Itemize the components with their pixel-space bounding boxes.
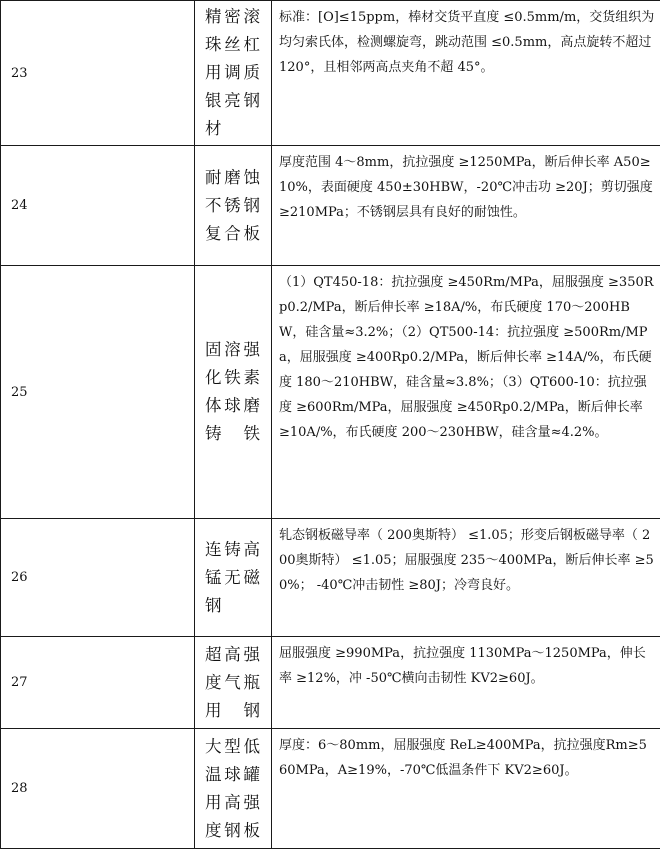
material-name: 精密滚珠丝杠用调质银亮钢材 — [195, 1, 272, 146]
row-number: 26 — [1, 519, 195, 637]
table-row — [1, 146, 660, 266]
row-number: 25 — [1, 266, 195, 519]
table-row — [1, 1, 660, 146]
material-name: 超高强度气瓶用钢 — [195, 637, 272, 729]
material-requirements: 轧态钢板磁导率（ 200奥斯特） ≤1.05；形变后钢板磁导率（ 200奥斯特） ≤1.05；屈服强度 235～400MPa，断后伸长率 ≥50%； -40℃冲击韧性 ≥80J；冷弯良好。 — [272, 519, 660, 637]
material-name: 固溶强化铁素体球磨铸铁 — [195, 266, 272, 519]
material-requirements: 屈服强度 ≥990MPa，抗拉强度 1130MPa～1250MPa，伸长率 ≥12%，冲 -50℃横向击韧性 KV2≥60J。 — [272, 637, 660, 729]
row-number: 23 — [1, 1, 195, 146]
row-number: 24 — [1, 146, 195, 266]
material-name: 大型低温球罐用高强度钢板 — [195, 729, 272, 849]
row-number: 28 — [1, 729, 195, 849]
table-row — [1, 266, 660, 519]
table-row — [1, 729, 660, 849]
material-requirements: 厚度范围 4～8mm，抗拉强度 ≥1250MPa，断后伸长率 A50≥10%，表面硬度 450±30HBW，-20℃冲击功 ≥20J；剪切强度 ≥210MPa；不锈钢层具有良好的耐蚀性。 — [272, 146, 660, 266]
table-row — [1, 637, 660, 729]
material-requirements: 厚度：6～80mm，屈服强度 ReL≥400MPa，抗拉强度Rm≥560MPa，A≥19%，-70℃低温条件下 KV2≥60J。 — [272, 729, 660, 849]
table-row — [1, 519, 660, 637]
material-name: 连铸高锰无磁钢 — [195, 519, 272, 637]
row-number: 27 — [1, 637, 195, 729]
material-requirements: （1）QT450-18：抗拉强度 ≥450Rm/MPa，屈服强度 ≥350Rp0.2/MPa，断后伸长率 ≥18A/%，布氏硬度 170～200HBW，硅含量≈3.2%；（2）QT500-14：抗拉强度 ≥500Rm/MPa，屈服强度 ≥400Rp0.2/MPa，断后伸长率 ≥14A/%，布氏硬度 180～210HBW，硅含量≈3.8%；（3）QT600-10：抗拉强度 ≥600Rm/MPa，屈服强度 ≥450Rp0.2/MPa，断后伸长率 ≥10A/%，布氏硬度 200～230HBW，硅含量≈4.2%。 — [272, 266, 660, 519]
material-name: 耐磨蚀不锈钢复合板 — [195, 146, 272, 266]
material-requirements: 标准：[O]≤15ppm，棒材交货平直度 ≤0.5mm/m，交货组织为均匀索氏体，检测螺旋弯，跳动范围 ≤0.5mm，高点旋转不超过 120°，且相邻两高点夹角不超 45°。 — [272, 1, 660, 146]
